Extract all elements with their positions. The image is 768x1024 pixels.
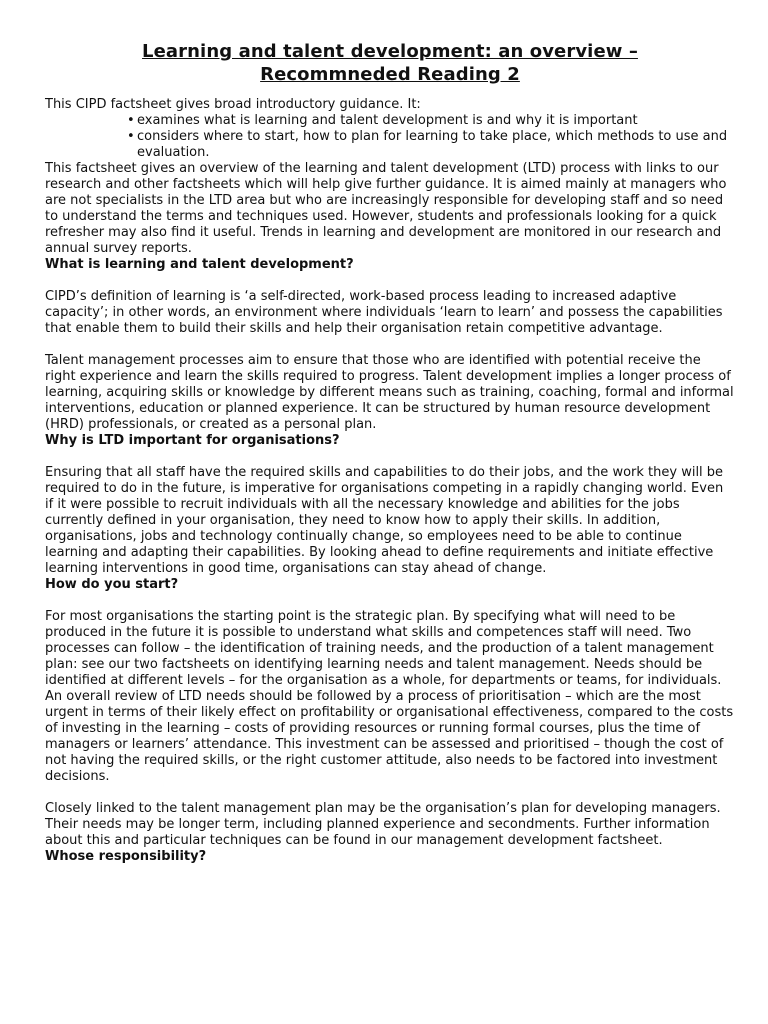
section-paragraph: Talent management processes aim to ensure that those who are identified with potential receive the right experience and learn the skills required to progress. Talent development implies a longer process of learning, acquiring skills or knowledge by different means such as training, coaching, formal and informal interventions, education or planned experience. It can be structured by human resource development (HRD) professionals, or created as a personal plan. xyxy=(45,353,734,432)
section-paragraph: For most organisations the starting point is the strategic plan. By specifying what will need to be produced in the future it is possible to understand what skills and competences staff will need. Two processes can follow – the identification of training needs, and the production of a talent management plan: see our two factsheets on identifying learning needs and talent management. Needs should be identified at different levels – for the organisation as a whole, for departments or teams, for individuals. An overall review of LTD needs should be followed by a process of prioritisation – which are the most urgent in terms of their likely effect on profitability or organisational effectiveness, compared to the costs of investing in the learning – costs of providing resources or running formal courses, plus the time of managers or learners’ attendance. This investment can be assessed and prioritised – though the cost of not having the required skills, or the right customer attitude, also needs to be factored into investment decisions. xyxy=(45,609,734,784)
intro-paragraph: This CIPD factsheet gives broad introductory guidance. It: xyxy=(45,97,421,112)
bullet-item xyxy=(127,113,735,129)
section-heading: What is learning and talent development? xyxy=(45,257,354,272)
bullet-text: considers where to start, how to plan for learning to take place, which methods to use and evaluation. xyxy=(137,129,728,160)
bullet-item xyxy=(127,129,735,161)
section-heading: Whose responsibility? xyxy=(45,849,207,864)
title-line-1: Learning and talent development: an overview – xyxy=(142,41,638,62)
section-paragraph: Ensuring that all staff have the required skills and capabilities to do their jobs, and the work they will be required to do in the future, is imperative for organisations competing in a rapidly changing world. Even if it were possible to recruit individuals with all the necessary knowledge and abilities for the jobs currently defined in your organisation, they need to know how to apply their skills. In addition, organisations, jobs and technology continually change, so employees need to be able to continue learning and adapting their capabilities. By looking ahead to define requirements and initiate effective learning interventions in good time, organisations can stay ahead of change. xyxy=(45,465,724,576)
bullet-list xyxy=(45,113,735,161)
bullet-dot-icon: • xyxy=(127,129,135,144)
section-paragraph: Closely linked to the talent management plan may be the organisation’s plan for developing managers. Their needs may be longer term, including planned experience and secondments. Further information about this and particular techniques can be found in our management development factsheet. xyxy=(45,801,721,848)
section-heading: Why is LTD important for organisations? xyxy=(45,433,340,448)
bullet-dot-icon: • xyxy=(127,113,135,128)
document-page xyxy=(45,40,735,865)
overview-paragraph: This factsheet gives an overview of the learning and talent development (LTD) process with links to our research and other factsheets which will help give further guidance. It is aimed mainly at managers who are not specialists in the LTD area but who are increasingly responsible for developing staff and so need to understand the terms and techniques used. However, students and professionals looking for a quick refresher may also find it useful. Trends in learning and development are monitored in our research and annual survey reports. xyxy=(45,161,727,256)
document-title xyxy=(45,40,735,86)
title-line-2: Recommneded Reading 2 xyxy=(260,64,520,85)
section-heading: How do you start? xyxy=(45,577,179,592)
section-paragraph: CIPD’s definition of learning is ‘a self-directed, work-based process leading to increased adaptive capacity’; in other words, an environment where individuals ‘learn to learn’ and possess the capabilities that enable them to build their skills and help their organisation retain competitive advantage. xyxy=(45,289,723,336)
bullet-text: examines what is learning and talent development is and why it is important xyxy=(137,113,638,128)
